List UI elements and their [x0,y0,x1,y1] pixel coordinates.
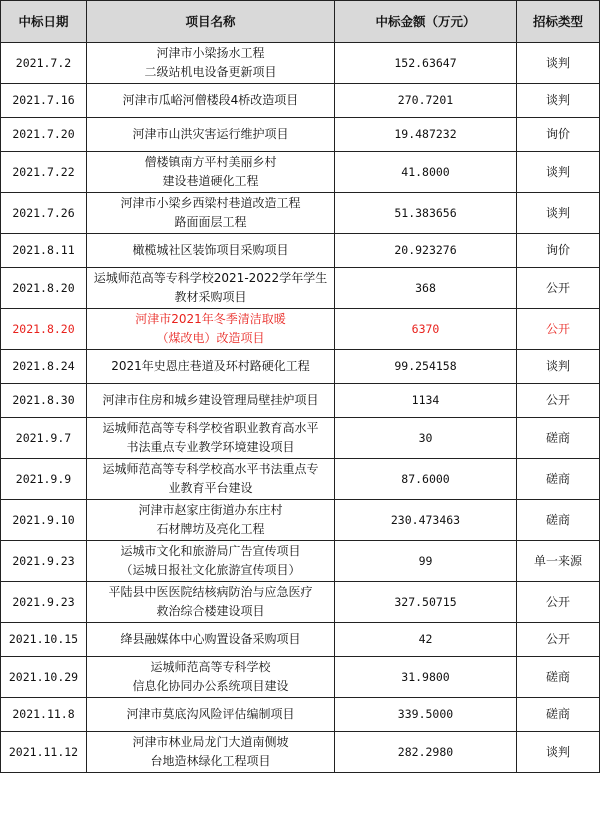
table-row [1,582,600,623]
project-name-line: 运城师范高等专科学校高水平书法重点专 [102,462,319,476]
cell-amount: 87.6000 [335,459,517,500]
table-row [1,43,600,84]
project-name-line: 台地造林绿化工程项目 [150,754,271,768]
project-name-line: 河津市住房和城乡建设管理局壁挂炉项目 [102,393,319,407]
project-name-line: 二级站机电设备更新项目 [144,65,277,79]
project-name-line: 业教育平台建设 [168,481,253,495]
project-name-line: 运城师范高等专科学校 [150,660,271,674]
table-row [1,698,600,732]
cell-bid-type: 询价 [517,234,600,268]
cell-project-name [87,582,335,623]
cell-date: 2021.11.12 [1,732,87,773]
cell-bid-type: 磋商 [517,418,600,459]
table-row [1,657,600,698]
table-header [1,1,600,43]
project-name-line: 书法重点专业教学环境建设项目 [126,440,295,454]
cell-amount: 30 [335,418,517,459]
header-row [1,1,600,43]
cell-amount: 368 [335,268,517,309]
cell-date: 2021.8.11 [1,234,87,268]
cell-bid-type: 公开 [517,384,600,418]
table-row [1,384,600,418]
project-name-line: 教材采购项目 [174,290,247,304]
project-name-line: 橄榄城社区装饰项目采购项目 [132,243,289,257]
cell-date: 2021.8.24 [1,350,87,384]
cell-project-name [87,309,335,350]
cell-amount: 6370 [335,309,517,350]
cell-amount: 31.9800 [335,657,517,698]
cell-project-name [87,541,335,582]
table-row [1,234,600,268]
cell-date: 2021.7.16 [1,84,87,118]
cell-amount: 42 [335,623,517,657]
project-name-line: 河津市山洪灾害运行维护项目 [132,127,289,141]
cell-date: 2021.9.10 [1,500,87,541]
cell-date: 2021.11.8 [1,698,87,732]
cell-project-name [87,657,335,698]
cell-bid-type: 公开 [517,309,600,350]
cell-date: 2021.9.7 [1,418,87,459]
cell-amount: 51.383656 [335,193,517,234]
cell-project-name [87,84,335,118]
table-row [1,84,600,118]
cell-project-name [87,500,335,541]
cell-project-name [87,732,335,773]
cell-bid-type: 单一来源 [517,541,600,582]
table-row [1,118,600,152]
table-row [1,500,600,541]
cell-project-name [87,459,335,500]
project-name-line: 平陆县中医医院结核病防治与应急医疗 [108,585,313,599]
cell-bid-type: 谈判 [517,193,600,234]
project-name-line: 河津市莫底沟风险评估编制项目 [126,707,295,721]
table-row [1,350,600,384]
cell-amount: 41.8000 [335,152,517,193]
cell-date: 2021.9.9 [1,459,87,500]
cell-amount: 270.7201 [335,84,517,118]
cell-project-name [87,350,335,384]
cell-date: 2021.9.23 [1,541,87,582]
cell-bid-type: 谈判 [517,84,600,118]
cell-bid-type: 询价 [517,118,600,152]
cell-project-name [87,43,335,84]
cell-date: 2021.10.15 [1,623,87,657]
project-name-line: 路面面层工程 [174,215,247,229]
table-row [1,418,600,459]
cell-date: 2021.7.2 [1,43,87,84]
cell-project-name [87,118,335,152]
project-name-line: 河津市赵家庄街道办东庄村 [138,503,283,517]
project-name-line: 救治综合楼建设项目 [156,604,265,618]
project-name-line: 建设巷道硬化工程 [162,174,259,188]
header-bid-type: 招标类型 [517,1,600,43]
header-amount: 中标金额（万元） [335,1,517,43]
project-name-line: 信息化协同办公系统项目建设 [132,679,289,693]
cell-project-name [87,418,335,459]
project-name-line: 河津市林业局龙门大道南侧坡 [132,735,289,749]
cell-bid-type: 谈判 [517,152,600,193]
header-project-name: 项目名称 [87,1,335,43]
project-name-line: 运城市文化和旅游局广告宣传项目 [120,544,301,558]
project-name-line: 河津市小梁乡西梁村巷道改造工程 [120,196,301,210]
cell-date: 2021.7.26 [1,193,87,234]
table-row [1,268,600,309]
cell-date: 2021.8.30 [1,384,87,418]
cell-amount: 1134 [335,384,517,418]
table-row [1,152,600,193]
cell-date: 2021.9.23 [1,582,87,623]
cell-project-name [87,234,335,268]
table-row [1,309,600,350]
project-name-line: 2021年史恩庄巷道及环村路硬化工程 [111,359,310,373]
table-row [1,541,600,582]
cell-bid-type: 磋商 [517,657,600,698]
table-row [1,732,600,773]
cell-amount: 282.2980 [335,732,517,773]
cell-project-name [87,698,335,732]
header-date: 中标日期 [1,1,87,43]
cell-project-name [87,152,335,193]
project-name-line: 河津市瓜峪河僧楼段4桥改造项目 [122,93,299,107]
project-name-line: 绛县融媒体中心购置设备采购项目 [120,632,301,646]
project-name-line: （运城日报社文化旅游宣传项目） [120,563,301,577]
cell-amount: 99 [335,541,517,582]
cell-bid-type: 谈判 [517,43,600,84]
table-row [1,459,600,500]
project-name-line: 河津市2021年冬季清洁取暖 [135,312,286,326]
project-name-line: （煤改电）改造项目 [156,331,265,345]
cell-date: 2021.7.22 [1,152,87,193]
project-name-line: 河津市小梁扬水工程 [156,46,265,60]
cell-date: 2021.10.29 [1,657,87,698]
project-name-line: 运城师范高等专科学校2021-2022学年学生 [93,271,328,285]
project-name-line: 石材牌坊及亮化工程 [156,522,265,536]
cell-project-name [87,193,335,234]
cell-amount: 152.63647 [335,43,517,84]
cell-bid-type: 谈判 [517,732,600,773]
cell-amount: 230.473463 [335,500,517,541]
cell-amount: 339.5000 [335,698,517,732]
cell-bid-type: 公开 [517,623,600,657]
cell-bid-type: 磋商 [517,459,600,500]
table-row [1,623,600,657]
cell-amount: 327.50715 [335,582,517,623]
cell-bid-type: 谈判 [517,350,600,384]
cell-amount: 19.487232 [335,118,517,152]
cell-bid-type: 磋商 [517,698,600,732]
table-row [1,193,600,234]
cell-project-name [87,384,335,418]
project-name-line: 运城师范高等专科学校省职业教育高水平 [102,421,319,435]
cell-amount: 99.254158 [335,350,517,384]
cell-bid-type: 磋商 [517,500,600,541]
cell-bid-type: 公开 [517,582,600,623]
cell-amount: 20.923276 [335,234,517,268]
cell-project-name [87,268,335,309]
project-name-line: 僧楼镇南方平村美丽乡村 [144,155,277,169]
cell-date: 2021.8.20 [1,268,87,309]
cell-date: 2021.7.20 [1,118,87,152]
table-body [1,43,600,773]
cell-date: 2021.8.20 [1,309,87,350]
cell-project-name [87,623,335,657]
cell-bid-type: 公开 [517,268,600,309]
